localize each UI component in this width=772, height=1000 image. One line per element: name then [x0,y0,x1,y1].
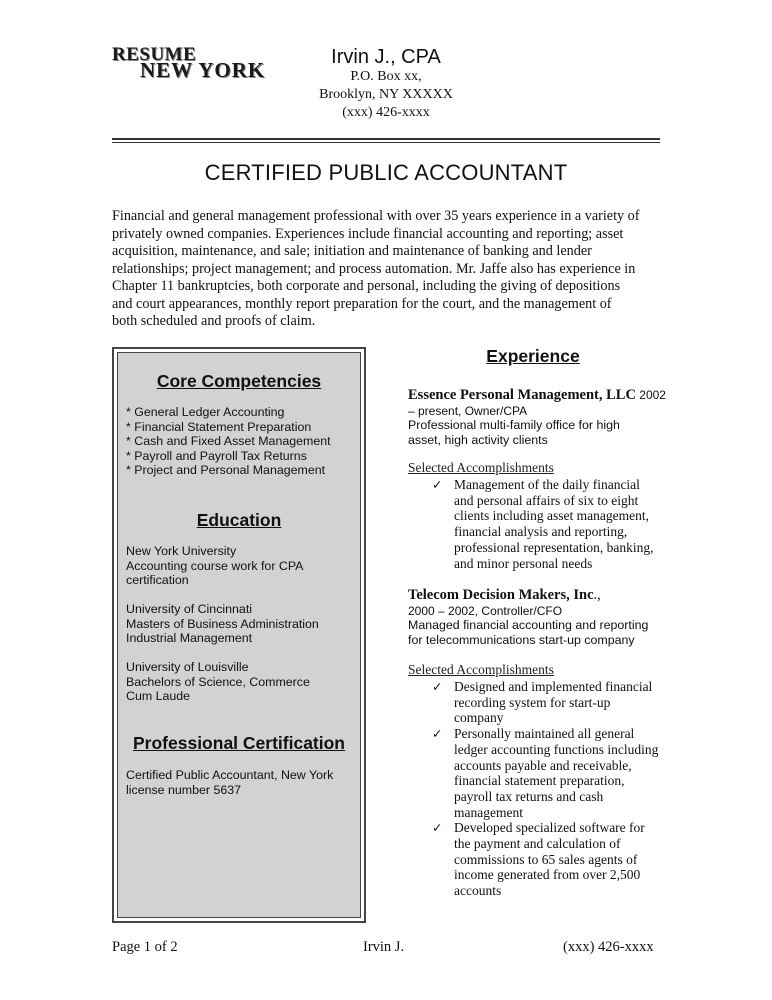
sidebar-box [112,347,366,923]
education-line: Accounting course work for CPA [126,558,304,573]
header-divider [112,138,660,140]
education-line: Bachelors of Science, Commerce [126,674,310,689]
competency-item: * Financial Statement Preparation [126,419,312,434]
summary-line: acquisition, maintenance, and sale; initiation and maintenance of banking and lender [112,243,592,259]
accomplishment-line: ledger accounting functions including [454,741,659,757]
summary-line: Financial and general management professional with over 35 years experience in a variety of [112,208,640,224]
accomplishment-line: the payment and calculation of [454,836,621,852]
resume-new-york-logo [112,44,290,80]
accomplishment-line: recording system for start-up [454,694,611,710]
education-line: New York University [126,544,237,558]
competency-item: * Project and Personal Management [126,463,326,478]
job-description-line: Managed financial accounting and reporting [408,618,649,632]
candidate-name: Irvin J., CPA [331,46,441,68]
accomplishment-line: company [454,710,504,726]
footer-name: Irvin J. [363,939,405,955]
education-heading: Education [196,510,282,530]
selected-accomplishments-label: Selected Accomplishments [408,662,554,677]
header-divider-thin [112,142,660,143]
competencies-list [126,405,356,478]
footer-page-number: Page 1 of 2 [112,939,178,955]
education-line: Industrial Management [126,631,253,646]
company-name: Telecom Decision Makers, Inc [408,587,594,603]
accomplishment-line: Developed specialized software for [454,820,645,836]
education-entry [126,544,356,588]
logo-line-2: NEW YORK [140,58,266,82]
education-line: Masters of Business Administration [126,616,319,631]
certification-text [126,768,356,797]
summary-line: and court appearances, monthly report preparation for the court, and the management of [112,295,612,312]
resume-title: CERTIFIED PUBLIC ACCOUNTANT [204,160,568,185]
professional-summary [112,208,660,331]
accomplishment-item [408,477,670,571]
accomplishments-list [408,679,670,899]
experience-heading: Experience [486,346,580,366]
company-name-suffix: ., [593,587,601,603]
accomplishment-line: professional representation, banking, [454,539,654,555]
address-line-1: P.O. Box xx, [350,69,422,84]
job-entry [408,587,663,648]
company-name: Essence Personal Management, LLC [408,387,636,403]
certification-line: Certified Public Accountant, New York [126,768,334,782]
accomplishment-line: accounts [454,883,502,899]
accomplishment-item [408,820,670,899]
accomplishment-line: commissions to 65 sales agents of [454,851,638,867]
competency-item: * Cash and Fixed Asset Management [126,434,331,449]
accomplishment-item [408,679,670,726]
accomplishment-line: income generated from over 2,500 [454,867,641,883]
selected-accomplishments-label: Selected Accomplishments [408,460,554,475]
accomplishment-line: clients including asset management, [454,508,649,524]
accomplishment-line: accounts payable and receivable, [454,757,632,773]
education-entry [126,660,356,704]
accomplishment-line: and personal affairs of six to eight [454,492,639,508]
checkmark-icon: ✓ [432,726,443,742]
accomplishment-line: Management of the daily financial [454,477,640,492]
summary-line: relationships; project management; and process automation. Mr. Jaffe also has experience in [112,260,636,277]
footer-phone: (xxx) 426-xxxx [563,939,654,955]
education-line: certification [126,573,189,588]
logo-line-1: RESUME [112,44,197,65]
job-entry [408,387,666,448]
certification-heading: Professional Certification [133,733,345,753]
summary-line: privately owned companies. Experiences include financial accounting and reporting; asset [112,225,624,242]
job-description-line: asset, high activity clients [408,433,548,447]
education-line: University of Cincinnati [126,602,253,616]
accomplishment-line: payroll tax returns and cash [454,788,604,804]
competencies-heading: Core Competencies [156,371,322,391]
job-description-line: for telecommunications start-up company [408,633,635,647]
education-line: Cum Laude [126,689,191,704]
checkmark-icon: ✓ [432,679,443,694]
education-line: University of Louisville [126,660,249,674]
address-line-2: Brooklyn, NY XXXXX [319,87,453,102]
job-dates-role: – present, Owner/CPA [408,404,528,418]
job-dates-role: 2000 – 2002, Controller/CFO [408,604,563,618]
sidebar-panel [117,352,361,918]
accomplishment-line: management [454,804,523,820]
accomplishment-line: and minor personal needs [454,555,593,571]
education-entry [126,602,356,646]
job-description-line: Professional multi-family office for high [408,418,620,432]
phone-number: (xxx) 426-xxxx [342,105,430,120]
accomplishments-list [408,477,670,571]
accomplishment-line: Designed and implemented financial [454,679,653,694]
checkmark-icon: ✓ [432,820,443,836]
summary-line: Chapter 11 bankruptcies, both corporate and personal, including the giving of depositions [112,278,621,294]
checkmark-icon: ✓ [432,477,443,492]
accomplishment-line: financial analysis and reporting, [454,524,628,540]
competency-item: * Payroll and Payroll Tax Returns [126,448,307,463]
accomplishment-line: financial statement preparation, [454,773,625,789]
competency-item: * General Ledger Accounting [126,405,285,419]
certification-line: license number 5637 [126,782,242,797]
accomplishment-item [408,726,670,820]
summary-line: both scheduled and proofs of claim. [112,313,316,329]
accomplishment-line: Personally maintained all general [454,726,635,742]
job-dates-start: 2002 [635,388,666,402]
